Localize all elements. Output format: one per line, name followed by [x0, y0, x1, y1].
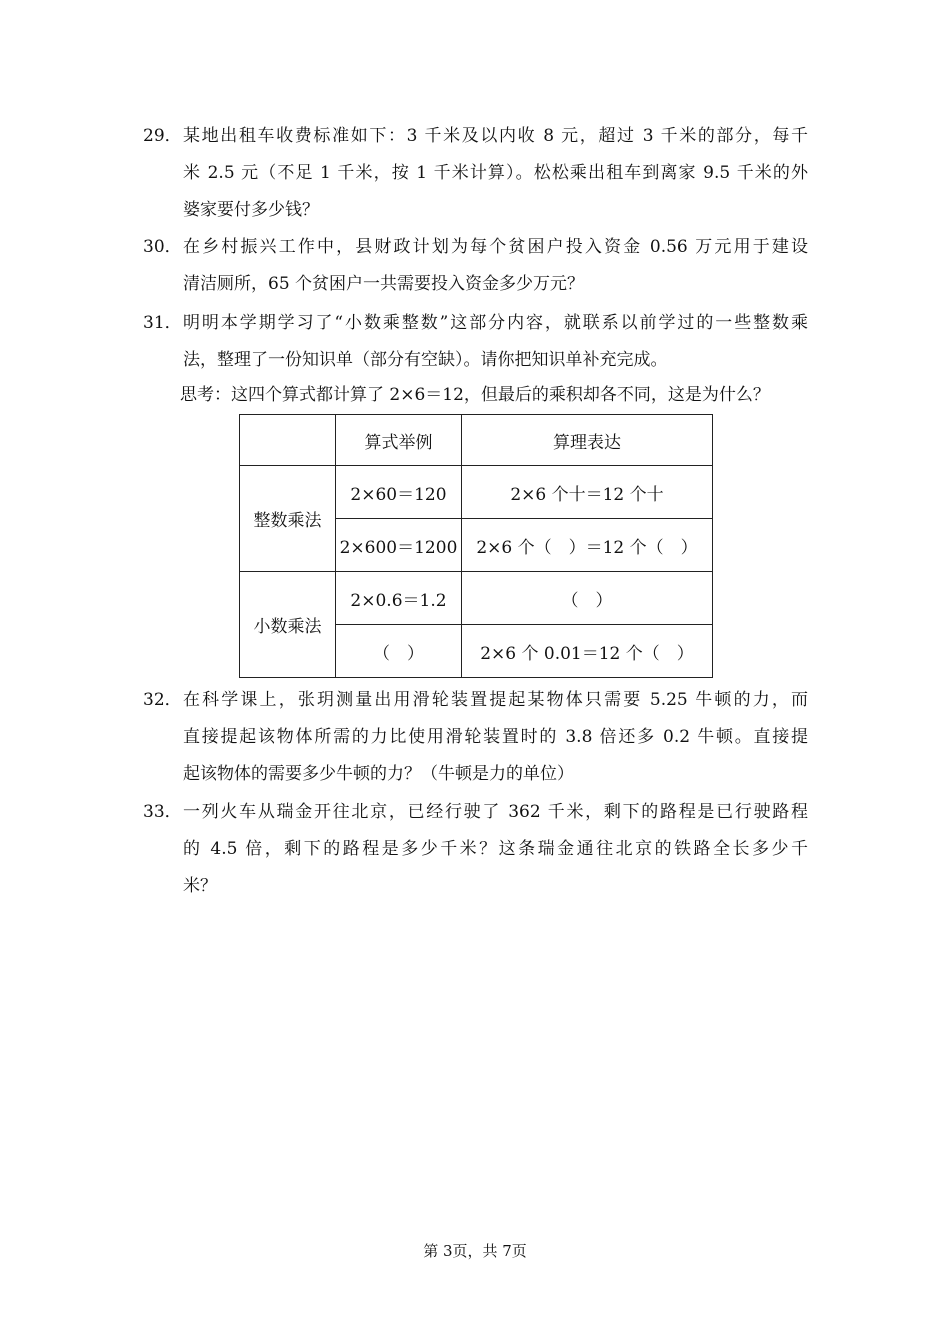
example-cell: （ ） — [336, 625, 462, 678]
question-text-line: 米 2.5 元（不足 1 千米，按 1 千米计算）。松松乘出租车到离家 9.5 千米的外 — [183, 163, 808, 183]
question-number: 30． — [143, 237, 182, 257]
group-label-decimal: 小数乘法 — [240, 572, 336, 678]
question-31 — [143, 305, 813, 379]
table-header-cell: 算理表达 — [462, 415, 713, 466]
reason-cell: （ ） — [462, 572, 713, 625]
table-header-cell — [240, 415, 336, 466]
question-33 — [143, 794, 813, 905]
question-29 — [143, 118, 813, 229]
example-cell: 2×60＝120 — [336, 466, 462, 519]
question-number: 32． — [143, 690, 182, 710]
question-32 — [143, 682, 813, 793]
example-cell: 2×600＝1200 — [336, 519, 462, 572]
table-header-cell: 算式举例 — [336, 415, 462, 466]
question-text-line: 在科学课上，张玥测量出用滑轮装置提起某物体只需要 5.25 牛顿的力，而 — [183, 690, 808, 710]
question-text-line: 某地出租车收费标准如下：3 千米及以内收 8 元，超过 3 千米的部分，每千 — [183, 126, 808, 146]
table-header-row — [240, 415, 713, 466]
question-text-line: 法，整理了一份知识单（部分有空缺）。请你把知识单补充完成。 — [183, 350, 668, 370]
example-cell: 2×0.6＝1.2 — [336, 572, 462, 625]
question-text-line: 一列火车从瑞金开往北京，已经行驶了 362 千米，剩下的路程是已行驶路程 — [183, 802, 808, 822]
question-text-line: 直接提起该物体所需的力比使用滑轮装置时的 3.8 倍还多 0.2 牛顿。直接提 — [183, 727, 808, 747]
question-text-line: 起该物体的需要多少牛顿的力？（牛顿是力的单位） — [183, 764, 574, 784]
question-text-line: 清洁厕所，65 个贫困户一共需要投入资金多少万元？ — [183, 274, 585, 294]
question-number: 29． — [143, 126, 182, 146]
question-text-line: 的 4.5 倍，剩下的路程是多少千米？这条瑞金通往北京的铁路全长多少千 — [183, 839, 808, 859]
question-number: 33． — [143, 802, 182, 822]
knowledge-table — [239, 414, 713, 678]
reason-cell: 2×6 个（ ）＝12 个（ ） — [462, 519, 713, 572]
reason-cell: 2×6 个 0.01＝12 个（ ） — [462, 625, 713, 678]
question-number: 31． — [143, 313, 182, 333]
question-text-line: 婆家要付多少钱？ — [183, 200, 319, 220]
question-30 — [143, 229, 813, 303]
question-text-line: 在乡村振兴工作中，县财政计划为每个贫困户投入资金 0.56 万元用于建设 — [183, 237, 808, 257]
think-prompt: 思考：这四个算式都计算了 2×6＝12，但最后的乘积却各不同，这是为什么？ — [180, 385, 770, 405]
table-row — [240, 572, 713, 625]
page-footer: 第 3页，共 7页 — [423, 1242, 527, 1260]
group-label-integer: 整数乘法 — [240, 466, 336, 572]
table-row — [240, 466, 713, 519]
question-text-line: 米？ — [183, 876, 217, 896]
reason-cell: 2×6 个十＝12 个十 — [462, 466, 713, 519]
question-text-line: 明明本学期学习了“小数乘整数”这部分内容，就联系以前学过的一些整数乘 — [183, 313, 808, 333]
